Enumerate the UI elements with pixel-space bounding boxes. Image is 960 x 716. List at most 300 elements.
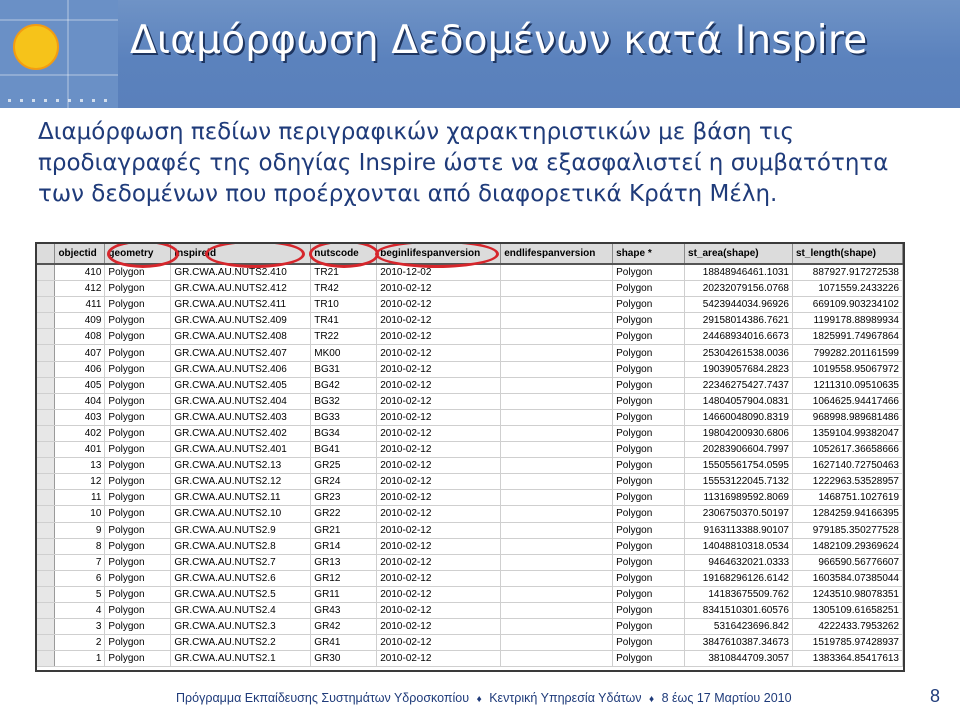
table-row[interactable]: [37, 264, 903, 281]
slide-title: Διαμόρφωση Δεδομένων κατά Inspire: [130, 18, 868, 63]
table-cell[interactable]: 2010-02-12: [377, 329, 501, 345]
table-cell[interactable]: BG31: [311, 361, 377, 377]
table-cell[interactable]: [501, 586, 613, 602]
table-cell[interactable]: 1519785.97428937: [793, 635, 903, 651]
table-cell[interactable]: Polygon: [613, 490, 685, 506]
table-row[interactable]: [37, 522, 903, 538]
table-cell[interactable]: TR42: [311, 281, 377, 297]
column-header-inspireid[interactable]: inspireid: [171, 244, 311, 264]
table-cell[interactable]: Polygon: [613, 602, 685, 618]
table-cell[interactable]: 2010-02-12: [377, 602, 501, 618]
table-cell[interactable]: 25304261538.0036: [685, 345, 793, 361]
table-cell[interactable]: Polygon: [613, 377, 685, 393]
table-cell[interactable]: GR.CWA.AU.NUTS2.11: [171, 490, 311, 506]
table-cell[interactable]: 407: [55, 345, 105, 361]
row-selector-header[interactable]: [37, 244, 55, 264]
table-cell[interactable]: 11: [55, 490, 105, 506]
table-cell[interactable]: [501, 425, 613, 441]
table-row[interactable]: [37, 425, 903, 441]
table-cell[interactable]: 10: [55, 506, 105, 522]
row-selector[interactable]: [37, 442, 55, 458]
row-selector[interactable]: [37, 458, 55, 474]
table-cell[interactable]: 2010-02-12: [377, 586, 501, 602]
table-cell[interactable]: [501, 345, 613, 361]
table-cell[interactable]: 2010-02-12: [377, 506, 501, 522]
table-cell[interactable]: 1359104.99382047: [793, 425, 903, 441]
column-header-beginlifespanversion[interactable]: beginlifespanversion: [377, 244, 501, 264]
table-cell[interactable]: 1019558.95067972: [793, 361, 903, 377]
table-cell[interactable]: 2010-02-12: [377, 522, 501, 538]
row-selector[interactable]: [37, 538, 55, 554]
table-cell[interactable]: Polygon: [613, 458, 685, 474]
table-cell[interactable]: [501, 570, 613, 586]
table-cell[interactable]: 1211310.09510635: [793, 377, 903, 393]
table-cell[interactable]: GR.CWA.AU.NUTS2.409: [171, 313, 311, 329]
table-row[interactable]: [37, 297, 903, 313]
table-cell[interactable]: Polygon: [105, 264, 171, 281]
table-cell[interactable]: 412: [55, 281, 105, 297]
footer-program: Πρόγραμμα Εκπαίδευσης Συστημάτων Υδροσκοπίου: [176, 691, 470, 705]
table-cell[interactable]: 799282.201161599: [793, 345, 903, 361]
table-cell[interactable]: 8341510301.60576: [685, 602, 793, 618]
table-cell[interactable]: TR21: [311, 264, 377, 281]
table-cell[interactable]: 2010-02-12: [377, 281, 501, 297]
row-selector[interactable]: [37, 377, 55, 393]
table-cell[interactable]: 887927.917272538: [793, 264, 903, 281]
table-cell[interactable]: GR.CWA.AU.NUTS2.13: [171, 458, 311, 474]
table-cell[interactable]: Polygon: [613, 393, 685, 409]
footer-dates: 8 έως 17 Μαρτίου 2010: [661, 691, 792, 705]
table-cell[interactable]: [501, 281, 613, 297]
table-cell[interactable]: 1468751.1027619: [793, 490, 903, 506]
table-cell[interactable]: Polygon: [105, 570, 171, 586]
table-cell[interactable]: 6: [55, 570, 105, 586]
column-header-nutscode[interactable]: nutscode: [311, 244, 377, 264]
table-cell[interactable]: GR11: [311, 586, 377, 602]
table-cell[interactable]: 29158014386.7621: [685, 313, 793, 329]
table-cell[interactable]: GR21: [311, 522, 377, 538]
row-selector[interactable]: [37, 602, 55, 618]
table-row[interactable]: [37, 313, 903, 329]
table-cell[interactable]: Polygon: [105, 554, 171, 570]
table-cell[interactable]: 1: [55, 651, 105, 667]
table-cell[interactable]: Polygon: [105, 313, 171, 329]
table-cell[interactable]: 5: [55, 586, 105, 602]
table-cell[interactable]: Polygon: [613, 619, 685, 635]
table-row[interactable]: [37, 570, 903, 586]
table-cell[interactable]: GR42: [311, 619, 377, 635]
table-cell[interactable]: 2010-02-12: [377, 409, 501, 425]
table-cell[interactable]: [501, 297, 613, 313]
row-selector[interactable]: [37, 281, 55, 297]
table-cell[interactable]: BG41: [311, 442, 377, 458]
table-cell[interactable]: 409: [55, 313, 105, 329]
table-cell[interactable]: Polygon: [613, 425, 685, 441]
table-cell[interactable]: 401: [55, 442, 105, 458]
table-cell[interactable]: 2010-02-12: [377, 490, 501, 506]
table-cell[interactable]: GR22: [311, 506, 377, 522]
table-cell[interactable]: 2010-02-12: [377, 345, 501, 361]
table-cell[interactable]: 1603584.07385044: [793, 570, 903, 586]
table-cell[interactable]: 2010-02-12: [377, 635, 501, 651]
table-cell[interactable]: 1284259.94166395: [793, 506, 903, 522]
table-cell[interactable]: 13: [55, 458, 105, 474]
table-cell[interactable]: Polygon: [105, 393, 171, 409]
table-cell[interactable]: 1222963.53528957: [793, 474, 903, 490]
table-cell[interactable]: GR.CWA.AU.NUTS2.2: [171, 635, 311, 651]
attribute-table-window: [35, 242, 905, 672]
table-cell[interactable]: GR25: [311, 458, 377, 474]
column-header-shape[interactable]: shape *: [613, 244, 685, 264]
table-cell[interactable]: 1627140.72750463: [793, 458, 903, 474]
table-cell[interactable]: Polygon: [105, 474, 171, 490]
table-cell[interactable]: Polygon: [105, 409, 171, 425]
table-cell[interactable]: [501, 635, 613, 651]
table-cell[interactable]: 410: [55, 264, 105, 281]
table-cell[interactable]: Polygon: [613, 570, 685, 586]
table-cell[interactable]: Polygon: [105, 619, 171, 635]
table-cell[interactable]: Polygon: [105, 281, 171, 297]
table-cell[interactable]: Polygon: [613, 361, 685, 377]
table-cell[interactable]: GR.CWA.AU.NUTS2.9: [171, 522, 311, 538]
table-cell[interactable]: [501, 506, 613, 522]
table-cell[interactable]: 1052617.36658666: [793, 442, 903, 458]
table-cell[interactable]: GR41: [311, 635, 377, 651]
row-selector[interactable]: [37, 393, 55, 409]
row-selector[interactable]: [37, 409, 55, 425]
table-row[interactable]: [37, 635, 903, 651]
table-row[interactable]: [37, 345, 903, 361]
table-cell[interactable]: GR.CWA.AU.NUTS2.411: [171, 297, 311, 313]
table-cell[interactable]: [501, 409, 613, 425]
slide-header: [0, 0, 960, 108]
table-cell[interactable]: [501, 361, 613, 377]
footer-text: [176, 691, 792, 705]
table-cell[interactable]: 1482109.29369624: [793, 538, 903, 554]
table-cell[interactable]: Polygon: [613, 264, 685, 281]
table-row[interactable]: [37, 506, 903, 522]
footer-agency: Κεντρική Υπηρεσία Υδάτων: [489, 691, 642, 705]
table-cell[interactable]: 2010-02-12: [377, 377, 501, 393]
table-cell[interactable]: 2010-12-02: [377, 264, 501, 281]
table-cell[interactable]: Polygon: [613, 522, 685, 538]
table-row[interactable]: [37, 490, 903, 506]
table-cell[interactable]: GR12: [311, 570, 377, 586]
table-cell[interactable]: MK00: [311, 345, 377, 361]
table-cell[interactable]: Polygon: [105, 345, 171, 361]
row-selector[interactable]: [37, 345, 55, 361]
table-cell[interactable]: [501, 490, 613, 506]
table-cell[interactable]: [501, 538, 613, 554]
table-cell[interactable]: GR.CWA.AU.NUTS2.403: [171, 409, 311, 425]
table-cell[interactable]: Polygon: [613, 409, 685, 425]
column-header-st-length-shape[interactable]: st_length(shape): [793, 244, 903, 264]
table-row[interactable]: [37, 474, 903, 490]
table-cell[interactable]: Polygon: [105, 538, 171, 554]
table-cell[interactable]: 2010-02-12: [377, 554, 501, 570]
table-cell[interactable]: [501, 264, 613, 281]
table-cell[interactable]: 22346275427.7437: [685, 377, 793, 393]
table-cell[interactable]: Polygon: [105, 635, 171, 651]
table-row[interactable]: [37, 442, 903, 458]
table-cell[interactable]: GR.CWA.AU.NUTS2.5: [171, 586, 311, 602]
table-cell[interactable]: Polygon: [105, 586, 171, 602]
table-row[interactable]: [37, 377, 903, 393]
table-cell[interactable]: [501, 602, 613, 618]
table-cell[interactable]: GR.CWA.AU.NUTS2.3: [171, 619, 311, 635]
row-selector[interactable]: [37, 474, 55, 490]
table-header-row: [37, 244, 903, 264]
table-cell[interactable]: [501, 474, 613, 490]
table-cell[interactable]: Polygon: [613, 651, 685, 667]
table-cell[interactable]: 1243510.98078351: [793, 586, 903, 602]
table-cell[interactable]: 19039057684.2823: [685, 361, 793, 377]
table-row[interactable]: [37, 586, 903, 602]
table-cell[interactable]: Polygon: [613, 329, 685, 345]
table-cell[interactable]: [501, 377, 613, 393]
table-cell[interactable]: Polygon: [613, 281, 685, 297]
table-cell[interactable]: 405: [55, 377, 105, 393]
table-cell[interactable]: BG32: [311, 393, 377, 409]
table-cell[interactable]: Polygon: [105, 490, 171, 506]
column-header-objectid[interactable]: objectid: [55, 244, 105, 264]
table-cell[interactable]: [501, 522, 613, 538]
table-cell[interactable]: GR.CWA.AU.NUTS2.401: [171, 442, 311, 458]
diamond-icon: ♦: [648, 694, 655, 705]
table-cell[interactable]: GR30: [311, 651, 377, 667]
row-selector[interactable]: [37, 490, 55, 506]
row-selector[interactable]: [37, 522, 55, 538]
table-cell[interactable]: GR.CWA.AU.NUTS2.410: [171, 264, 311, 281]
table-row[interactable]: [37, 554, 903, 570]
table-row[interactable]: [37, 361, 903, 377]
table-cell[interactable]: 2010-02-12: [377, 570, 501, 586]
table-row[interactable]: [37, 393, 903, 409]
table-cell[interactable]: BG33: [311, 409, 377, 425]
table-cell[interactable]: Polygon: [105, 361, 171, 377]
table-cell[interactable]: 14804057904.0831: [685, 393, 793, 409]
table-cell[interactable]: GR.CWA.AU.NUTS2.402: [171, 425, 311, 441]
table-cell[interactable]: 19804200930.6806: [685, 425, 793, 441]
column-header-st-area-shape[interactable]: st_area(shape): [685, 244, 793, 264]
table-cell[interactable]: 20232079156.0768: [685, 281, 793, 297]
table-cell[interactable]: 2010-02-12: [377, 297, 501, 313]
table-cell[interactable]: 4222433.7953262: [793, 619, 903, 635]
table-cell[interactable]: 2: [55, 635, 105, 651]
table-cell[interactable]: TR10: [311, 297, 377, 313]
table-cell[interactable]: 1064625.94417466: [793, 393, 903, 409]
table-cell[interactable]: 403: [55, 409, 105, 425]
table-cell[interactable]: 404: [55, 393, 105, 409]
table-cell[interactable]: [501, 458, 613, 474]
table-cell[interactable]: 8: [55, 538, 105, 554]
table-cell[interactable]: 20283906604.7997: [685, 442, 793, 458]
row-selector[interactable]: [37, 361, 55, 377]
table-cell[interactable]: 402: [55, 425, 105, 441]
table-cell[interactable]: Polygon: [105, 329, 171, 345]
table-cell[interactable]: [501, 393, 613, 409]
table-cell[interactable]: 5423944034.96926: [685, 297, 793, 313]
table-cell[interactable]: GR.CWA.AU.NUTS2.406: [171, 361, 311, 377]
table-cell[interactable]: 408: [55, 329, 105, 345]
table-cell[interactable]: Polygon: [613, 474, 685, 490]
table-cell[interactable]: 3: [55, 619, 105, 635]
table-cell[interactable]: 406: [55, 361, 105, 377]
table-cell[interactable]: Polygon: [105, 377, 171, 393]
row-selector[interactable]: [37, 313, 55, 329]
table-cell[interactable]: [501, 651, 613, 667]
lead-line: προδιαγραφές της οδηγίας Inspire ώστε να εξασφαλιστεί η συμβατότητα: [38, 150, 889, 176]
table-cell[interactable]: 2306750370.50197: [685, 506, 793, 522]
row-selector[interactable]: [37, 635, 55, 651]
table-cell[interactable]: 5316423696.842: [685, 619, 793, 635]
table-cell[interactable]: 968998.989681486: [793, 409, 903, 425]
table-cell[interactable]: GR.CWA.AU.NUTS2.408: [171, 329, 311, 345]
table-cell[interactable]: 19168296126.6142: [685, 570, 793, 586]
row-selector[interactable]: [37, 651, 55, 667]
table-cell[interactable]: Polygon: [613, 442, 685, 458]
table-cell[interactable]: [501, 554, 613, 570]
table-cell[interactable]: 1305109.61658251: [793, 602, 903, 618]
table-row[interactable]: [37, 602, 903, 618]
table-cell[interactable]: Polygon: [105, 602, 171, 618]
table-cell[interactable]: GR.CWA.AU.NUTS2.405: [171, 377, 311, 393]
table-cell[interactable]: 4: [55, 602, 105, 618]
attribute-table: [37, 244, 903, 667]
table-cell[interactable]: 14660048090.8319: [685, 409, 793, 425]
table-cell[interactable]: 14183675509.762: [685, 586, 793, 602]
column-header-geometry[interactable]: geometry: [105, 244, 171, 264]
table-cell[interactable]: TR41: [311, 313, 377, 329]
table-cell[interactable]: GR.CWA.AU.NUTS2.1: [171, 651, 311, 667]
table-cell[interactable]: GR.CWA.AU.NUTS2.407: [171, 345, 311, 361]
table-cell[interactable]: 2010-02-12: [377, 651, 501, 667]
table-cell[interactable]: GR14: [311, 538, 377, 554]
table-cell[interactable]: 9464632021.0333: [685, 554, 793, 570]
table-cell[interactable]: Polygon: [105, 297, 171, 313]
table-cell[interactable]: GR.CWA.AU.NUTS2.4: [171, 602, 311, 618]
slide-lead-text: [38, 117, 938, 210]
table-cell[interactable]: 2010-02-12: [377, 313, 501, 329]
table-cell[interactable]: BG42: [311, 377, 377, 393]
table-row[interactable]: [37, 409, 903, 425]
table-cell[interactable]: 18848946461.1031: [685, 264, 793, 281]
table-cell[interactable]: BG34: [311, 425, 377, 441]
table-cell[interactable]: Polygon: [105, 425, 171, 441]
lead-line: των δεδομένων που προέρχονται από διαφορετικά Κράτη Μέλη.: [38, 181, 778, 207]
table-cell[interactable]: 15505561754.0595: [685, 458, 793, 474]
table-cell[interactable]: GR24: [311, 474, 377, 490]
table-cell[interactable]: Polygon: [105, 651, 171, 667]
table-cell[interactable]: 3810844709.3057: [685, 651, 793, 667]
table-cell[interactable]: GR.CWA.AU.NUTS2.412: [171, 281, 311, 297]
row-selector[interactable]: [37, 554, 55, 570]
table-row[interactable]: [37, 458, 903, 474]
row-selector[interactable]: [37, 570, 55, 586]
table-cell[interactable]: 1199178.88989934: [793, 313, 903, 329]
table-cell[interactable]: 1383364.85417613: [793, 651, 903, 667]
table-cell[interactable]: Polygon: [105, 458, 171, 474]
row-selector[interactable]: [37, 506, 55, 522]
table-cell[interactable]: Polygon: [105, 442, 171, 458]
table-row[interactable]: [37, 651, 903, 667]
table-cell[interactable]: Polygon: [613, 506, 685, 522]
table-cell[interactable]: 2010-02-12: [377, 425, 501, 441]
table-row[interactable]: [37, 281, 903, 297]
table-cell[interactable]: Polygon: [613, 538, 685, 554]
table-cell[interactable]: 9: [55, 522, 105, 538]
row-selector[interactable]: [37, 297, 55, 313]
table-cell[interactable]: [501, 329, 613, 345]
table-cell[interactable]: Polygon: [613, 635, 685, 651]
table-cell[interactable]: 411: [55, 297, 105, 313]
table-cell[interactable]: 2010-02-12: [377, 361, 501, 377]
table-cell[interactable]: Polygon: [105, 506, 171, 522]
sun-logo-icon: [0, 0, 118, 108]
table-cell[interactable]: Polygon: [613, 345, 685, 361]
table-cell[interactable]: 2010-02-12: [377, 393, 501, 409]
table-cell[interactable]: GR13: [311, 554, 377, 570]
row-selector[interactable]: [37, 586, 55, 602]
table-cell[interactable]: 9163113388.90107: [685, 522, 793, 538]
table-cell[interactable]: Polygon: [613, 586, 685, 602]
column-header-endlifespanversion[interactable]: endlifespanversion: [501, 244, 613, 264]
table-cell[interactable]: [501, 442, 613, 458]
table-cell[interactable]: Polygon: [613, 313, 685, 329]
table-cell[interactable]: 2010-02-12: [377, 458, 501, 474]
table-cell[interactable]: GR.CWA.AU.NUTS2.6: [171, 570, 311, 586]
table-row[interactable]: [37, 619, 903, 635]
table-cell[interactable]: GR.CWA.AU.NUTS2.10: [171, 506, 311, 522]
table-cell[interactable]: 11316989592.8069: [685, 490, 793, 506]
table-cell[interactable]: TR22: [311, 329, 377, 345]
table-cell[interactable]: 1071559.2433226: [793, 281, 903, 297]
table-cell[interactable]: GR.CWA.AU.NUTS2.8: [171, 538, 311, 554]
table-cell[interactable]: [501, 619, 613, 635]
table-cell[interactable]: GR.CWA.AU.NUTS2.12: [171, 474, 311, 490]
table-cell[interactable]: 14048810318.0534: [685, 538, 793, 554]
table-cell[interactable]: Polygon: [613, 554, 685, 570]
row-selector[interactable]: [37, 619, 55, 635]
table-cell[interactable]: GR43: [311, 602, 377, 618]
table-cell[interactable]: 966590.56776607: [793, 554, 903, 570]
table-cell[interactable]: 979185.350277528: [793, 522, 903, 538]
table-cell[interactable]: 669109.903234102: [793, 297, 903, 313]
table-cell[interactable]: 24468934016.6673: [685, 329, 793, 345]
table-cell[interactable]: Polygon: [613, 297, 685, 313]
table-cell[interactable]: GR.CWA.AU.NUTS2.7: [171, 554, 311, 570]
table-cell[interactable]: GR23: [311, 490, 377, 506]
row-selector[interactable]: [37, 264, 55, 281]
table-cell[interactable]: 12: [55, 474, 105, 490]
table-cell[interactable]: 2010-02-12: [377, 474, 501, 490]
table-cell[interactable]: 2010-02-12: [377, 538, 501, 554]
table-cell[interactable]: 7: [55, 554, 105, 570]
table-cell[interactable]: GR.CWA.AU.NUTS2.404: [171, 393, 311, 409]
table-cell[interactable]: 15553122045.7132: [685, 474, 793, 490]
lead-line: Διαμόρφωση πεδίων περιγραφικών χαρακτηριστικών με βάση τις: [38, 119, 794, 145]
row-selector[interactable]: [37, 329, 55, 345]
row-selector[interactable]: [37, 425, 55, 441]
table-cell[interactable]: 2010-02-12: [377, 442, 501, 458]
table-cell[interactable]: [501, 313, 613, 329]
table-cell[interactable]: 2010-02-12: [377, 619, 501, 635]
table-cell[interactable]: 3847610387.34673: [685, 635, 793, 651]
table-row[interactable]: [37, 329, 903, 345]
table-cell[interactable]: 1825991.74967864: [793, 329, 903, 345]
table-cell[interactable]: Polygon: [105, 522, 171, 538]
table-row[interactable]: [37, 538, 903, 554]
